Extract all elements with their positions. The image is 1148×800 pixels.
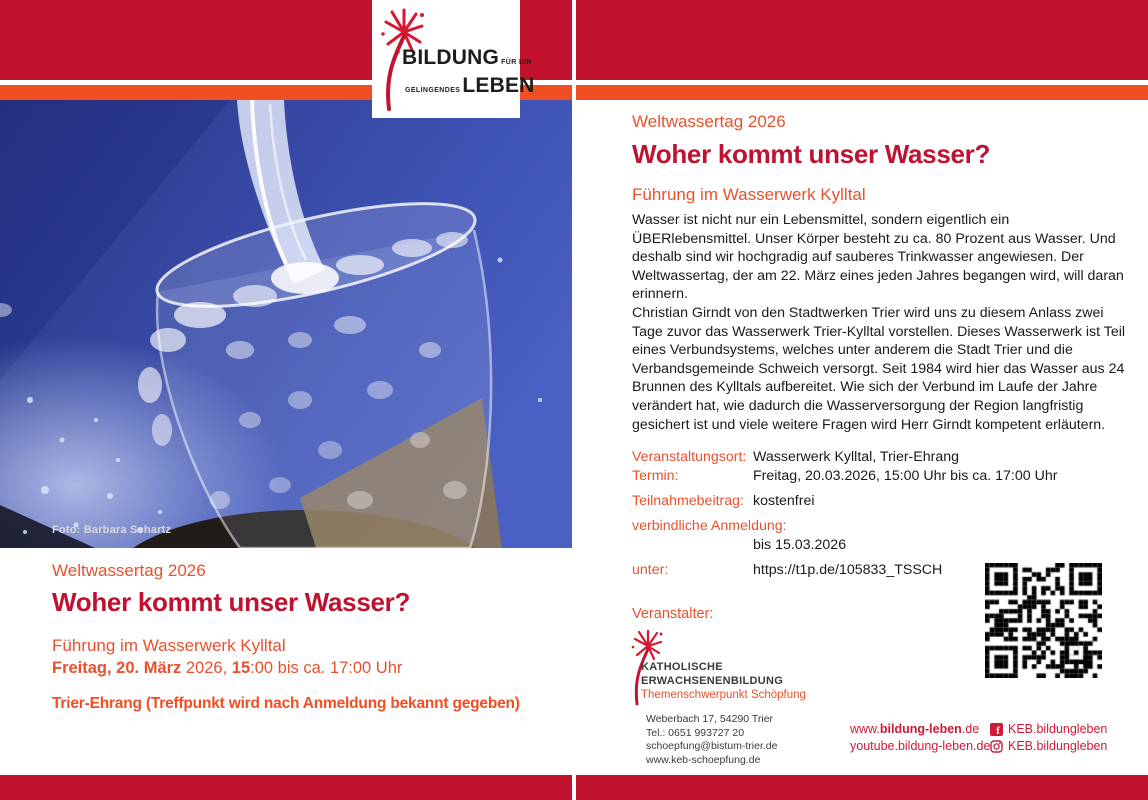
detail-label: Teilnahmebeitrag: [632, 493, 744, 509]
social-links [990, 721, 1107, 755]
logo-line-2 [403, 74, 535, 98]
organizer-website[interactable]: www.keb-schoepfung.de [646, 753, 761, 766]
back-top-red-bar [576, 0, 1148, 80]
back-subtitle: Führung im Wasserwerk Kylltal [632, 185, 866, 204]
organizer-label: Veranstalter: [632, 606, 714, 622]
detail-value: kostenfrei [753, 493, 815, 509]
logo-word-leben: LEBEN [462, 74, 535, 97]
detail-row-fee [632, 492, 1132, 511]
youtube-link[interactable]: youtube.bildung-leben.de [850, 739, 991, 753]
logo-line-1 [402, 46, 534, 70]
detail-row-registration-label [632, 517, 1132, 536]
front-date-bold: Freitag, 20. März [52, 659, 182, 677]
event-details [632, 448, 1132, 580]
organizer-email[interactable]: schoepfung@bistum-trier.de [646, 740, 778, 752]
web-links [850, 721, 990, 755]
detail-value: Freitag, 20.03.2026, 15:00 Uhr bis ca. 17:00 Uhr [753, 468, 1058, 484]
back-orange-stripe [576, 85, 1148, 100]
front-title: Woher kommt unser Wasser? [52, 587, 411, 617]
facebook-handle: KEB.bildungleben [1008, 722, 1108, 736]
front-page [0, 0, 572, 800]
body-paragraph-1: Wasser ist nicht nur ein Lebensmittel, sondern eigentlich ein ÜBERlebensmittel. Unser Körper besteht zu ca. 80 Prozent aus Wasser. Und deshalb sind wir hochgradig auf sauberes Trinkwasser angewiesen. Der Weltwassertag, der am 22. März eines jeden Jahres begangen wird, will daran erinnern. [632, 212, 1124, 303]
organizer-name-1: KATHOLISCHE [641, 661, 723, 673]
organizer-name-2: ERWACHSENENBILDUNG [641, 674, 784, 687]
organizer-name-3: Themenschwerpunkt Schöpfung [641, 689, 806, 701]
instagram-icon [990, 740, 1003, 753]
front-date-rest: :00 bis ca. 17:00 Uhr [250, 659, 403, 677]
bildung-leben-logo [372, 0, 535, 118]
back-kicker: Weltwassertag 2026 [632, 112, 786, 131]
front-text-block [52, 561, 552, 713]
front-subtitle: Führung im Wasserwerk Kylltal [52, 636, 286, 655]
front-date [52, 659, 552, 678]
detail-label: verbindliche Anmeldung: [632, 518, 787, 534]
facebook-icon [990, 723, 1003, 736]
facebook-link[interactable] [990, 721, 1107, 738]
photo-credit: Foto: Barbara Schartz [52, 524, 172, 536]
body-paragraph-2: Christian Girndt von den Stadtwerken Trier wird uns zu diesem Anlass zwei Tage zuvor das Wasserwerk Trier-Kylltal vorstellen. Dieses Wasserwerk ist Teil eines Verbundsystems, welches unter anderem die Stadt Trier und die Verbandsgemeinde Schweich versorgt. Seit 1984 wird hier das Wasser aus 24 Brunnen des Kylltals aufbereitet. Wie sich der Verbund im Laufe der Jahre verändert hat, wie dadurch die Wasserversorgung der Region langfristig gesichert ist und viele weitere Fragen wird Herr Girndt kompetent erläutern. [632, 304, 1126, 433]
detail-row-registration-value: bis 15.03.2026 [753, 537, 847, 553]
front-location: Trier-Ehrang (Treffpunkt wird nach Anmeldung bekannt gegeben) [52, 695, 520, 712]
svg-text:f: f [996, 725, 1000, 736]
organizer-address: Weberbach 17, 54290 Trier [646, 713, 774, 725]
detail-row-date [632, 467, 1132, 486]
front-date-mid: 2026, [181, 659, 232, 677]
back-bottom-red-bar [576, 775, 1148, 800]
detail-label: Veranstaltungsort: [632, 449, 747, 465]
back-title: Woher kommt unser Wasser? [632, 139, 991, 169]
body-text [632, 211, 1128, 434]
instagram-link[interactable] [990, 738, 1107, 755]
qr-code [985, 563, 1102, 678]
logo-word-gelingendes: GELINGENDES [405, 87, 461, 94]
web-suffix: .de [961, 722, 980, 736]
web-prefix: www. [850, 722, 880, 736]
organizer-contact [646, 713, 777, 767]
front-date-bold2: 15 [231, 659, 251, 677]
detail-label: unter: [632, 562, 669, 578]
detail-row-location [632, 448, 1132, 467]
water-photo [0, 100, 572, 548]
registration-url[interactable]: https://t1p.de/105833_TSSCH [753, 562, 943, 578]
website-link[interactable] [850, 721, 990, 738]
detail-label: Termin: [632, 468, 679, 484]
back-page [576, 0, 1148, 800]
organizer-logo-text [641, 661, 806, 703]
logo-word-bildung: BILDUNG [402, 46, 500, 69]
organizer-phone: Tel.: 0651 993727 20 [646, 726, 745, 739]
front-bottom-red-bar [0, 775, 572, 800]
front-kicker: Weltwassertag 2026 [52, 561, 206, 580]
detail-value: Wasserwerk Kylltal, Trier-Ehrang [753, 449, 960, 465]
web-bold: bildung-leben [879, 722, 962, 736]
instagram-handle: KEB.bildungleben [1008, 739, 1108, 753]
logo-word-fuer-ein: FÜR EIN [501, 59, 532, 66]
